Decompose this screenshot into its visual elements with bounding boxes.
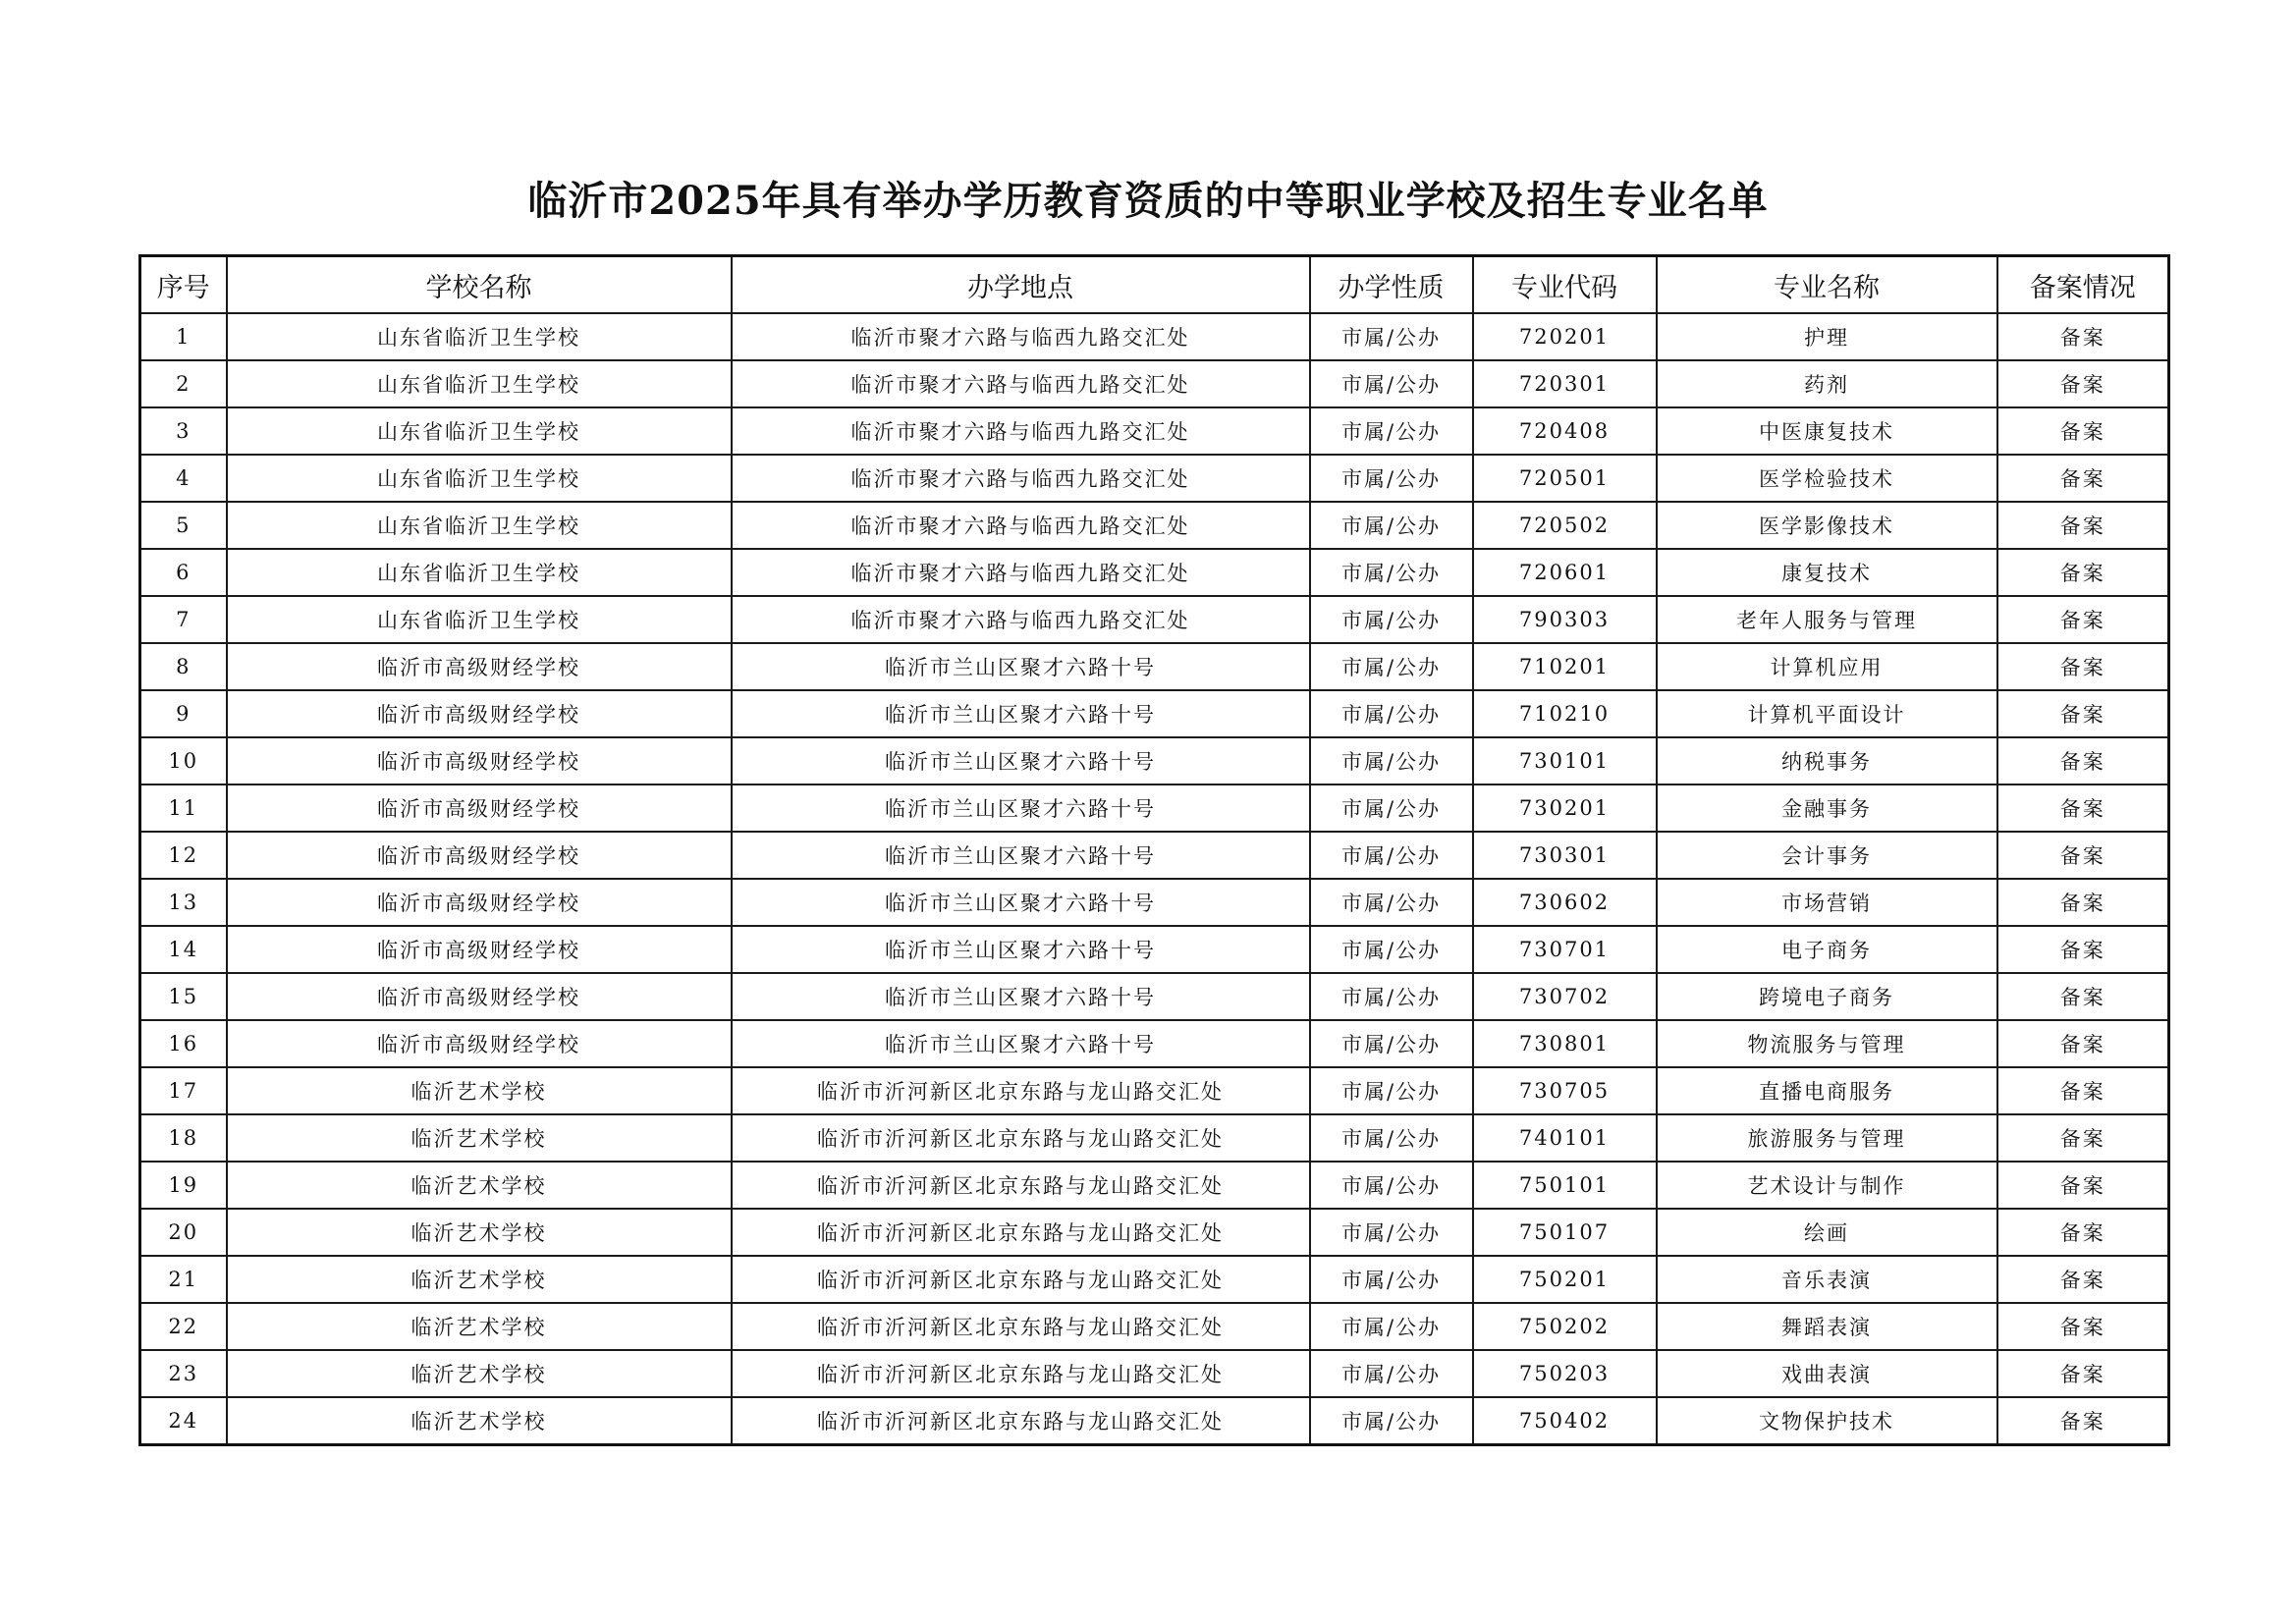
- cell-location: 临沂市兰山区聚才六路十号: [732, 879, 1310, 926]
- cell-school-name: 山东省临沂卫生学校: [227, 313, 732, 360]
- cell-index: 1: [140, 313, 227, 360]
- cell-school-name: 山东省临沂卫生学校: [227, 596, 732, 643]
- cell-major-name: 中医康复技术: [1657, 407, 1997, 455]
- table-row: [140, 1162, 2169, 1209]
- cell-major-name: 直播电商服务: [1657, 1067, 1997, 1114]
- cell-index: 22: [140, 1303, 227, 1350]
- cell-school-name: 临沂艺术学校: [227, 1209, 732, 1256]
- table-row: [140, 784, 2169, 832]
- cell-filing-status: 备案: [1997, 407, 2169, 455]
- cell-major-name: 金融事务: [1657, 784, 1997, 832]
- cell-major-code: 750101: [1473, 1162, 1657, 1209]
- table-row: [140, 1114, 2169, 1162]
- cell-major-code: 720601: [1473, 549, 1657, 596]
- cell-location: 临沂市兰山区聚才六路十号: [732, 737, 1310, 784]
- cell-index: 13: [140, 879, 227, 926]
- cell-major-code: 750402: [1473, 1397, 1657, 1445]
- table-row: [140, 1256, 2169, 1303]
- cell-index: 15: [140, 973, 227, 1020]
- cell-filing-status: 备案: [1997, 455, 2169, 502]
- cell-index: 17: [140, 1067, 227, 1114]
- cell-nature: 市属/公办: [1310, 784, 1473, 832]
- table-header-row: [140, 256, 2169, 314]
- cell-major-name: 舞蹈表演: [1657, 1303, 1997, 1350]
- cell-school-name: 山东省临沂卫生学校: [227, 502, 732, 549]
- cell-location: 临沂市兰山区聚才六路十号: [732, 832, 1310, 879]
- table-row: [140, 313, 2169, 360]
- cell-nature: 市属/公办: [1310, 737, 1473, 784]
- table-row: [140, 1209, 2169, 1256]
- cell-index: 8: [140, 643, 227, 690]
- cell-index: 4: [140, 455, 227, 502]
- cell-location: 临沂市聚才六路与临西九路交汇处: [732, 360, 1310, 407]
- cell-filing-status: 备案: [1997, 1162, 2169, 1209]
- cell-nature: 市属/公办: [1310, 1114, 1473, 1162]
- cell-school-name: 临沂市高级财经学校: [227, 973, 732, 1020]
- cell-school-name: 临沂市高级财经学校: [227, 643, 732, 690]
- cell-filing-status: 备案: [1997, 1209, 2169, 1256]
- cell-nature: 市属/公办: [1310, 1303, 1473, 1350]
- cell-filing-status: 备案: [1997, 1020, 2169, 1067]
- cell-location: 临沂市兰山区聚才六路十号: [732, 784, 1310, 832]
- cell-filing-status: 备案: [1997, 313, 2169, 360]
- cell-major-code: 710210: [1473, 690, 1657, 737]
- cell-nature: 市属/公办: [1310, 1256, 1473, 1303]
- cell-school-name: 临沂艺术学校: [227, 1350, 732, 1397]
- cell-major-code: 720301: [1473, 360, 1657, 407]
- cell-major-code: 750107: [1473, 1209, 1657, 1256]
- cell-major-name: 会计事务: [1657, 832, 1997, 879]
- cell-nature: 市属/公办: [1310, 360, 1473, 407]
- cell-location: 临沂市沂河新区北京东路与龙山路交汇处: [732, 1209, 1310, 1256]
- cell-index: 9: [140, 690, 227, 737]
- cell-filing-status: 备案: [1997, 690, 2169, 737]
- cell-filing-status: 备案: [1997, 1350, 2169, 1397]
- table-row: [140, 926, 2169, 973]
- cell-major-name: 旅游服务与管理: [1657, 1114, 1997, 1162]
- cell-nature: 市属/公办: [1310, 690, 1473, 737]
- cell-nature: 市属/公办: [1310, 1397, 1473, 1445]
- cell-location: 临沂市沂河新区北京东路与龙山路交汇处: [732, 1303, 1310, 1350]
- table-row: [140, 690, 2169, 737]
- table-row: [140, 1350, 2169, 1397]
- cell-nature: 市属/公办: [1310, 879, 1473, 926]
- cell-index: 2: [140, 360, 227, 407]
- cell-school-name: 山东省临沂卫生学校: [227, 407, 732, 455]
- cell-location: 临沂市兰山区聚才六路十号: [732, 926, 1310, 973]
- cell-location: 临沂市兰山区聚才六路十号: [732, 1020, 1310, 1067]
- table-row: [140, 596, 2169, 643]
- table-row: [140, 360, 2169, 407]
- cell-location: 临沂市兰山区聚才六路十号: [732, 973, 1310, 1020]
- cell-major-name: 计算机应用: [1657, 643, 1997, 690]
- cell-filing-status: 备案: [1997, 1256, 2169, 1303]
- cell-major-name: 市场营销: [1657, 879, 1997, 926]
- cell-major-name: 跨境电子商务: [1657, 973, 1997, 1020]
- cell-school-name: 临沂艺术学校: [227, 1162, 732, 1209]
- cell-nature: 市属/公办: [1310, 1209, 1473, 1256]
- cell-major-name: 戏曲表演: [1657, 1350, 1997, 1397]
- cell-filing-status: 备案: [1997, 360, 2169, 407]
- cell-major-code: 710201: [1473, 643, 1657, 690]
- cell-index: 11: [140, 784, 227, 832]
- cell-school-name: 临沂市高级财经学校: [227, 879, 732, 926]
- table-row: [140, 643, 2169, 690]
- cell-index: 14: [140, 926, 227, 973]
- cell-index: 23: [140, 1350, 227, 1397]
- cell-nature: 市属/公办: [1310, 1067, 1473, 1114]
- cell-major-name: 音乐表演: [1657, 1256, 1997, 1303]
- cell-index: 24: [140, 1397, 227, 1445]
- cell-index: 12: [140, 832, 227, 879]
- header-nature: 办学性质: [1310, 256, 1473, 314]
- header-major-code: 专业代码: [1473, 256, 1657, 314]
- cell-school-name: 临沂艺术学校: [227, 1114, 732, 1162]
- cell-index: 6: [140, 549, 227, 596]
- cell-major-code: 750202: [1473, 1303, 1657, 1350]
- cell-major-code: 720408: [1473, 407, 1657, 455]
- cell-major-name: 康复技术: [1657, 549, 1997, 596]
- cell-major-code: 730602: [1473, 879, 1657, 926]
- cell-location: 临沂市沂河新区北京东路与龙山路交汇处: [732, 1350, 1310, 1397]
- cell-index: 18: [140, 1114, 227, 1162]
- cell-school-name: 山东省临沂卫生学校: [227, 360, 732, 407]
- cell-school-name: 山东省临沂卫生学校: [227, 455, 732, 502]
- cell-school-name: 临沂艺术学校: [227, 1303, 732, 1350]
- cell-index: 3: [140, 407, 227, 455]
- cell-major-code: 730101: [1473, 737, 1657, 784]
- table-row: [140, 832, 2169, 879]
- cell-filing-status: 备案: [1997, 643, 2169, 690]
- cell-nature: 市属/公办: [1310, 832, 1473, 879]
- cell-nature: 市属/公办: [1310, 549, 1473, 596]
- cell-school-name: 临沂市高级财经学校: [227, 784, 732, 832]
- cell-major-name: 医学影像技术: [1657, 502, 1997, 549]
- cell-school-name: 临沂艺术学校: [227, 1397, 732, 1445]
- cell-index: 5: [140, 502, 227, 549]
- cell-location: 临沂市沂河新区北京东路与龙山路交汇处: [732, 1162, 1310, 1209]
- cell-school-name: 临沂市高级财经学校: [227, 832, 732, 879]
- cell-major-name: 电子商务: [1657, 926, 1997, 973]
- cell-school-name: 临沂市高级财经学校: [227, 737, 732, 784]
- cell-major-code: 720201: [1473, 313, 1657, 360]
- cell-index: 21: [140, 1256, 227, 1303]
- cell-major-code: 730801: [1473, 1020, 1657, 1067]
- cell-filing-status: 备案: [1997, 879, 2169, 926]
- cell-major-code: 730705: [1473, 1067, 1657, 1114]
- cell-index: 7: [140, 596, 227, 643]
- cell-major-code: 790303: [1473, 596, 1657, 643]
- cell-nature: 市属/公办: [1310, 1350, 1473, 1397]
- cell-major-name: 艺术设计与制作: [1657, 1162, 1997, 1209]
- school-roster-table: [138, 254, 2170, 1446]
- cell-nature: 市属/公办: [1310, 1162, 1473, 1209]
- cell-major-name: 老年人服务与管理: [1657, 596, 1997, 643]
- table-row: [140, 1067, 2169, 1114]
- cell-nature: 市属/公办: [1310, 407, 1473, 455]
- cell-school-name: 临沂艺术学校: [227, 1256, 732, 1303]
- cell-school-name: 临沂市高级财经学校: [227, 1020, 732, 1067]
- cell-nature: 市属/公办: [1310, 643, 1473, 690]
- header-location: 办学地点: [732, 256, 1310, 314]
- cell-major-code: 730702: [1473, 973, 1657, 1020]
- cell-location: 临沂市聚才六路与临西九路交汇处: [732, 596, 1310, 643]
- cell-filing-status: 备案: [1997, 973, 2169, 1020]
- table-row: [140, 973, 2169, 1020]
- cell-location: 临沂市兰山区聚才六路十号: [732, 690, 1310, 737]
- cell-major-name: 物流服务与管理: [1657, 1020, 1997, 1067]
- cell-school-name: 临沂市高级财经学校: [227, 926, 732, 973]
- table-body: [140, 313, 2169, 1445]
- cell-index: 20: [140, 1209, 227, 1256]
- cell-location: 临沂市沂河新区北京东路与龙山路交汇处: [732, 1397, 1310, 1445]
- table-row: [140, 737, 2169, 784]
- cell-index: 19: [140, 1162, 227, 1209]
- table-row: [140, 502, 2169, 549]
- cell-index: 10: [140, 737, 227, 784]
- cell-location: 临沂市聚才六路与临西九路交汇处: [732, 313, 1310, 360]
- cell-nature: 市属/公办: [1310, 1020, 1473, 1067]
- cell-location: 临沂市沂河新区北京东路与龙山路交汇处: [732, 1256, 1310, 1303]
- cell-nature: 市属/公办: [1310, 502, 1473, 549]
- cell-filing-status: 备案: [1997, 832, 2169, 879]
- header-major-name: 专业名称: [1657, 256, 1997, 314]
- cell-filing-status: 备案: [1997, 926, 2169, 973]
- cell-filing-status: 备案: [1997, 784, 2169, 832]
- header-filing-status: 备案情况: [1997, 256, 2169, 314]
- cell-nature: 市属/公办: [1310, 973, 1473, 1020]
- cell-index: 16: [140, 1020, 227, 1067]
- cell-major-code: 740101: [1473, 1114, 1657, 1162]
- cell-major-name: 文物保护技术: [1657, 1397, 1997, 1445]
- cell-major-name: 护理: [1657, 313, 1997, 360]
- cell-major-name: 药剂: [1657, 360, 1997, 407]
- cell-nature: 市属/公办: [1310, 313, 1473, 360]
- table-row: [140, 549, 2169, 596]
- table-row: [140, 407, 2169, 455]
- cell-school-name: 临沂艺术学校: [227, 1067, 732, 1114]
- header-index: 序号: [140, 256, 227, 314]
- cell-filing-status: 备案: [1997, 596, 2169, 643]
- cell-location: 临沂市沂河新区北京东路与龙山路交汇处: [732, 1114, 1310, 1162]
- cell-filing-status: 备案: [1997, 737, 2169, 784]
- cell-location: 临沂市聚才六路与临西九路交汇处: [732, 407, 1310, 455]
- cell-filing-status: 备案: [1997, 1067, 2169, 1114]
- cell-location: 临沂市聚才六路与临西九路交汇处: [732, 455, 1310, 502]
- page-title: 临沂市2025年具有举办学历教育资质的中等职业学校及招生专业名单: [527, 178, 1769, 224]
- cell-filing-status: 备案: [1997, 549, 2169, 596]
- cell-major-code: 750201: [1473, 1256, 1657, 1303]
- table-row: [140, 1397, 2169, 1445]
- table-row: [140, 879, 2169, 926]
- header-school-name: 学校名称: [227, 256, 732, 314]
- cell-major-code: 750203: [1473, 1350, 1657, 1397]
- cell-major-code: 730301: [1473, 832, 1657, 879]
- cell-nature: 市属/公办: [1310, 926, 1473, 973]
- cell-filing-status: 备案: [1997, 1397, 2169, 1445]
- cell-nature: 市属/公办: [1310, 596, 1473, 643]
- table-row: [140, 455, 2169, 502]
- cell-major-code: 730701: [1473, 926, 1657, 973]
- cell-filing-status: 备案: [1997, 1114, 2169, 1162]
- cell-location: 临沂市兰山区聚才六路十号: [732, 643, 1310, 690]
- cell-filing-status: 备案: [1997, 1303, 2169, 1350]
- cell-major-code: 720501: [1473, 455, 1657, 502]
- cell-location: 临沂市聚才六路与临西九路交汇处: [732, 502, 1310, 549]
- table-row: [140, 1303, 2169, 1350]
- cell-school-name: 山东省临沂卫生学校: [227, 549, 732, 596]
- cell-major-name: 纳税事务: [1657, 737, 1997, 784]
- table-row: [140, 1020, 2169, 1067]
- cell-major-code: 730201: [1473, 784, 1657, 832]
- cell-major-name: 绘画: [1657, 1209, 1997, 1256]
- cell-major-code: 720502: [1473, 502, 1657, 549]
- cell-nature: 市属/公办: [1310, 455, 1473, 502]
- cell-major-name: 医学检验技术: [1657, 455, 1997, 502]
- cell-school-name: 临沂市高级财经学校: [227, 690, 732, 737]
- cell-location: 临沂市沂河新区北京东路与龙山路交汇处: [732, 1067, 1310, 1114]
- cell-filing-status: 备案: [1997, 502, 2169, 549]
- cell-major-name: 计算机平面设计: [1657, 690, 1997, 737]
- cell-location: 临沂市聚才六路与临西九路交汇处: [732, 549, 1310, 596]
